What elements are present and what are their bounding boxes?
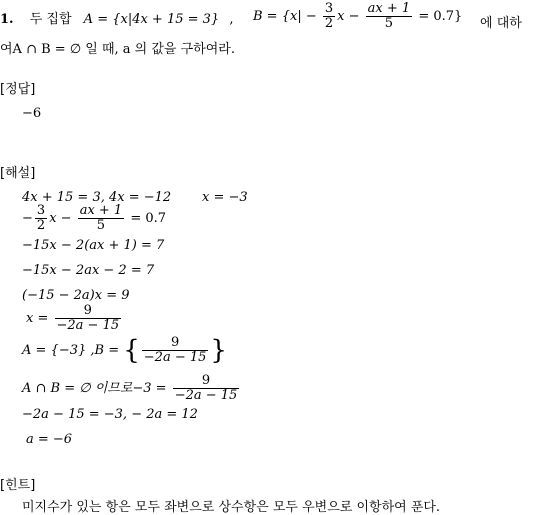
frac-denominator: −2a − 15 (174, 388, 238, 403)
problem-text-2: 에 대하 (480, 16, 522, 31)
solution-line: −2a − 15 = −3, − 2a = 12 (22, 407, 198, 422)
frac-denominator: −2a − 15 (143, 350, 207, 365)
solution-line: −15x − 2(ax + 1) = 7 (22, 238, 165, 253)
frac-numerator: 9 (55, 304, 122, 319)
frac-denominator: 2 (36, 218, 46, 233)
solution-line: a = −6 (26, 432, 73, 447)
set-B-mid: x − (337, 9, 360, 24)
solution-line (22, 374, 241, 403)
frac-denominator: 2 (324, 16, 334, 31)
frac-numerator: ax + 1 (79, 203, 123, 218)
solution-line: 4x + 15 = 3, 4x = −12 (22, 190, 172, 205)
solution-line (26, 304, 123, 333)
frac-denominator: 5 (96, 218, 106, 233)
frac-denominator: 5 (384, 16, 394, 31)
solution-line (22, 204, 166, 233)
frac-numerator: 9 (173, 374, 240, 389)
separator: , (229, 12, 234, 27)
set-A-definition: A = {x|4x + 15 = 3} (83, 12, 220, 27)
answer-label: [정답] (0, 82, 36, 97)
set-B-definition (253, 2, 462, 31)
expr-part: − (22, 211, 33, 226)
set-B-lhs: B = (253, 9, 278, 24)
frac-numerator: 3 (36, 203, 46, 218)
expr-part: = 0.7 (130, 211, 167, 226)
answer-value: −6 (22, 106, 42, 121)
problem-line-1 (0, 8, 233, 27)
frac-numerator: ax + 1 (367, 1, 411, 16)
problem-number: 1. (0, 12, 14, 27)
frac-numerator: 3 (324, 1, 334, 16)
set-B-right: = 0.7} (418, 9, 463, 24)
hint-text: 미지수가 있는 항은 모두 좌변으로 상수항은 모두 우변으로 이항하여 푼다. (22, 500, 441, 515)
hint-label: [힌트] (0, 478, 36, 493)
problem-text: 두 집합 (29, 12, 72, 27)
solution-line: −15x − 2ax − 2 = 7 (22, 263, 155, 278)
solution-label: [해설] (0, 166, 36, 181)
solution-line: A = {−3} ,B = { $\frac{9}{-2a - 15}$ } (22, 335, 227, 366)
frac-denominator: −2a − 15 (56, 318, 120, 333)
expr-part: x = (26, 311, 49, 326)
set-B-left: {x| − (281, 9, 317, 24)
expr-part: A ∩ B = ∅ 이므로−3 = (22, 381, 167, 396)
solution-line: x = −3 (202, 190, 248, 205)
expr-part: x − (49, 211, 72, 226)
solution-line: (−15 − 2a)x = 9 (22, 288, 130, 303)
expr-part: A = {−3} ,B = (22, 343, 120, 358)
problem-line-2: 여A ∩ B = ∅ 일 때, a 의 값을 구하여라. (0, 42, 235, 57)
frac-numerator: 9 (142, 336, 209, 351)
